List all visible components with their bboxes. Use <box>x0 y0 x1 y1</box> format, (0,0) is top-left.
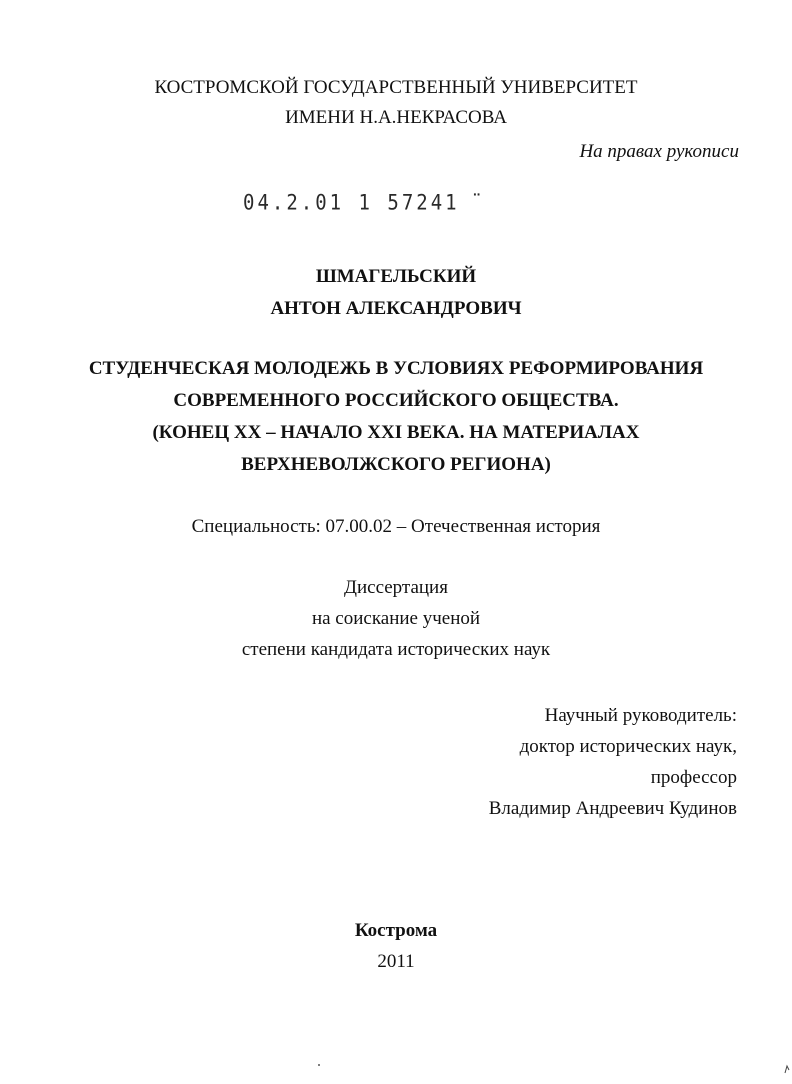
supervisor-label: Научный руководитель: <box>544 705 737 726</box>
title-line: СТУДЕНЧЕСКАЯ МОЛОДЕЖЬ В УСЛОВИЯХ РЕФОРМИРОВАНИЯ <box>88 358 704 379</box>
scan-mark-icon <box>784 1064 790 1074</box>
degree-line: на соискание ученой <box>311 608 481 629</box>
city: Кострома <box>354 920 438 941</box>
library-stamp-number: 04.2.01 1 57241 ̈ <box>243 190 475 216</box>
degree-line: степени кандидата исторических наук <box>241 639 551 660</box>
supervisor-degree: доктор исторических наук, <box>519 736 737 757</box>
author-given-names: АНТОН АЛЕКСАНДРОВИЧ <box>270 298 522 319</box>
scan-speck <box>318 1064 320 1066</box>
university-name-line-1: КОСТРОМСКОЙ ГОСУДАРСТВЕННЫЙ УНИВЕРСИТЕТ <box>154 77 638 98</box>
title-line: СОВРЕМЕННОГО РОССИЙСКОГО ОБЩЕСТВА. <box>173 390 619 411</box>
degree-line: Диссертация <box>344 577 448 598</box>
author-surname: ШМАГЕЛЬСКИЙ <box>315 266 477 287</box>
university-name-line-2: ИМЕНИ Н.А.НЕКРАСОВА <box>285 107 507 128</box>
year: 2011 <box>377 951 415 972</box>
title-line: ВЕРХНЕВОЛЖСКОГО РЕГИОНА) <box>241 454 551 475</box>
specialty: Специальность: 07.00.02 – Отечественная история <box>191 516 601 537</box>
manuscript-note: На правах рукописи <box>579 141 739 162</box>
supervisor-title: профессор <box>650 767 737 788</box>
title-line: (КОНЕЦ XX – НАЧАЛО XXI ВЕКА. НА МАТЕРИАЛАХ <box>152 422 640 443</box>
supervisor-name: Владимир Андреевич Кудинов <box>488 798 737 819</box>
